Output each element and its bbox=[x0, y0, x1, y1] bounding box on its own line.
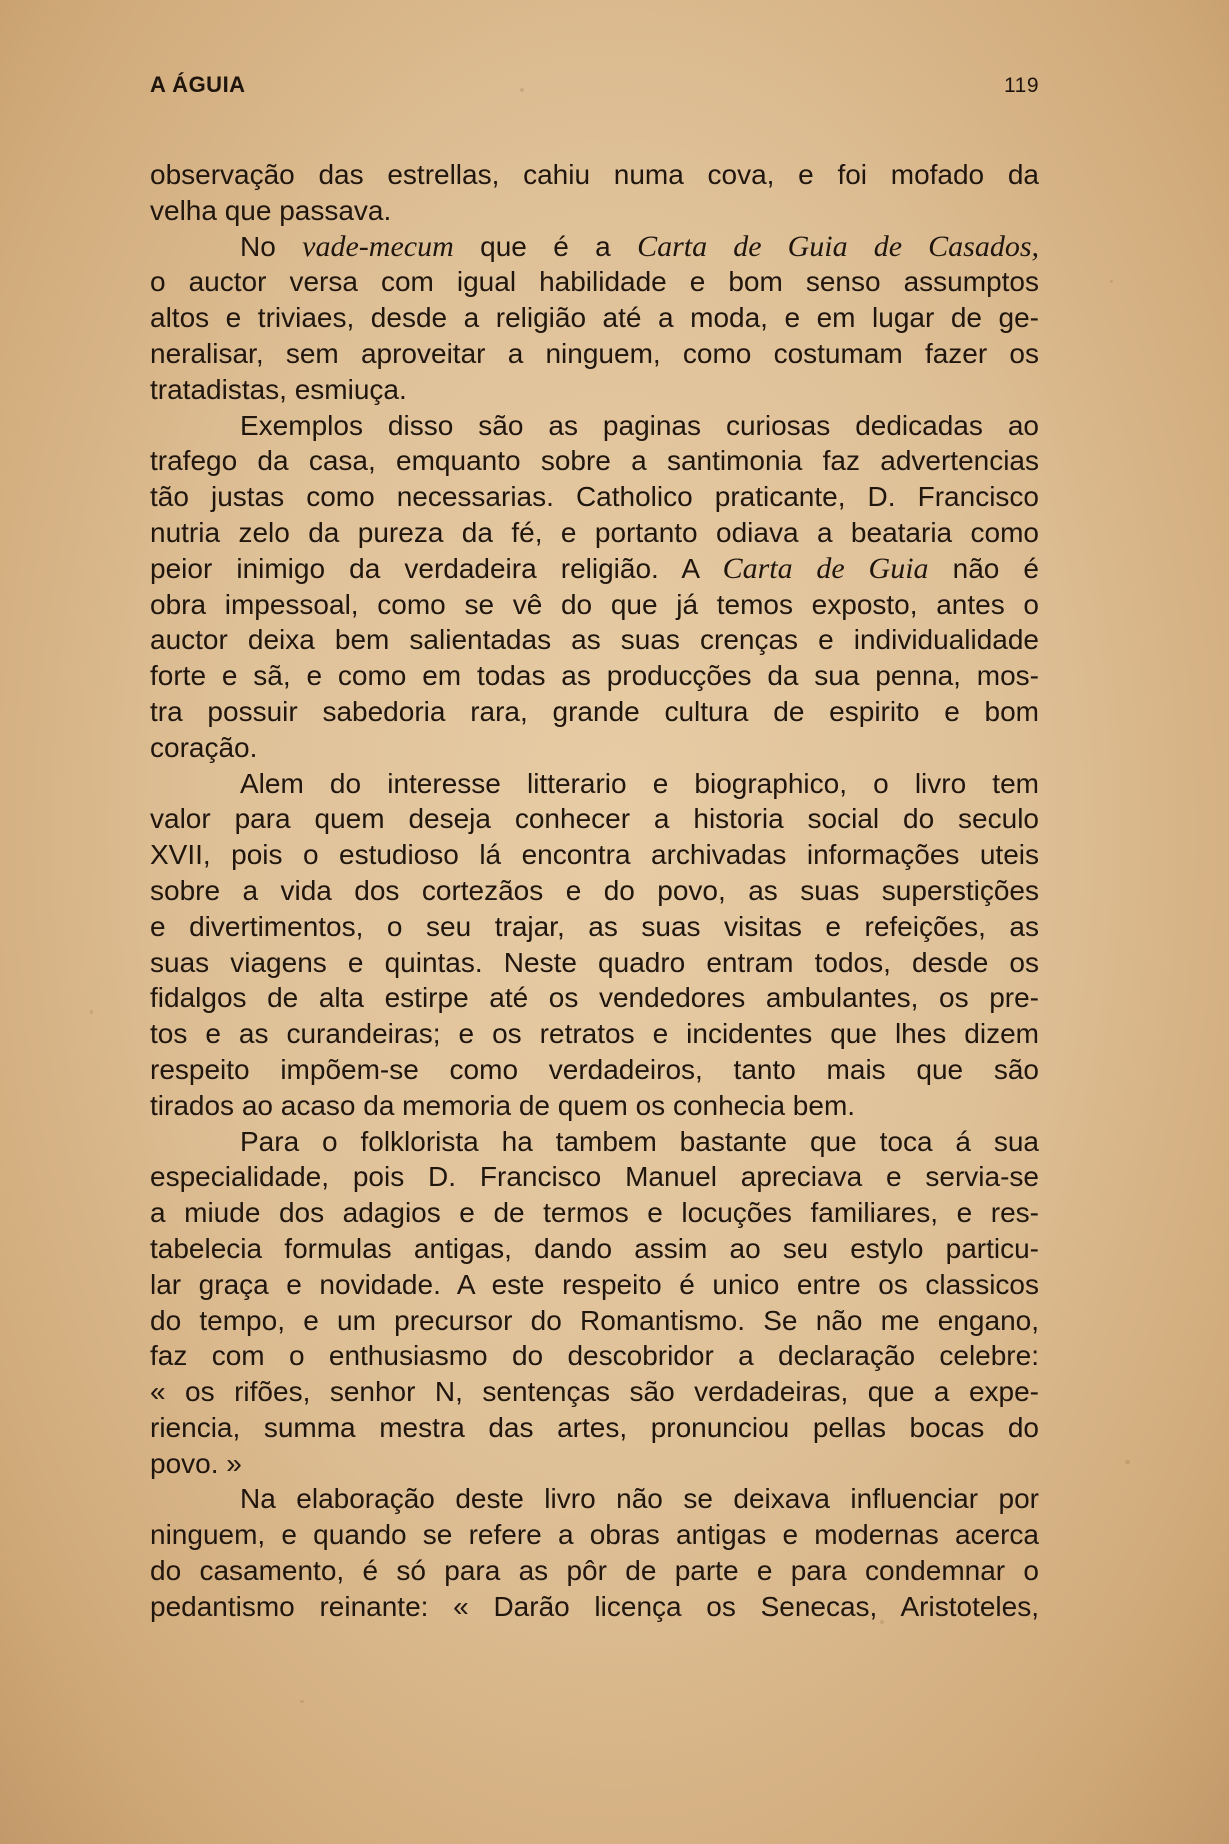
text-line bbox=[150, 766, 1039, 802]
text-span: especialidade, pois D. Francisco Manuel apreciava e servia-se bbox=[150, 1161, 1039, 1193]
text-span: observação das estrellas, cahiu numa cova, e foi mofado da bbox=[150, 159, 1039, 190]
text-line bbox=[150, 1410, 1039, 1446]
text-span: Exemplos disso são as paginas curiosas dedicadas ao bbox=[240, 409, 1039, 441]
text-line bbox=[150, 1481, 1039, 1517]
text-span: valor para quem deseja conhecer a historia social do seculo bbox=[150, 803, 1039, 835]
text-line bbox=[150, 1553, 1039, 1589]
paper-speck bbox=[90, 1010, 93, 1014]
text-line bbox=[150, 1303, 1039, 1339]
text-line bbox=[150, 408, 1039, 444]
text-line bbox=[150, 1338, 1039, 1374]
text-line bbox=[150, 336, 1039, 372]
text-line bbox=[150, 515, 1039, 551]
text-line bbox=[150, 157, 1039, 193]
text-span: nutria zelo da pureza da fé, e portanto odiava a beataria como bbox=[150, 516, 1039, 548]
text-line bbox=[150, 1088, 1039, 1124]
text-span: neralisar, sem aproveitar a ninguem, como costumam fazer os bbox=[150, 337, 1039, 369]
text-line bbox=[150, 873, 1039, 909]
text-line bbox=[150, 300, 1039, 336]
text-span: tos e as curandeiras; e os retratos e incidentes que lhes dizem bbox=[150, 1018, 1039, 1050]
page-number: 119 bbox=[1004, 74, 1039, 97]
text-span: lar graça e novidade. A este respeito é unico entre os classicos bbox=[150, 1268, 1039, 1300]
text-span: forte e sã, e como em todas as producções da sua penna, mos- bbox=[150, 660, 1039, 692]
journal-title: A ÁGUIA bbox=[150, 72, 246, 97]
text-line bbox=[150, 229, 1039, 265]
text-span: e divertimentos, o seu trajar, as suas visitas e refeições, as bbox=[150, 910, 1039, 942]
text-span: obra impessoal, como se vê do que já temos exposto, antes o bbox=[150, 588, 1039, 620]
text-line bbox=[150, 1517, 1039, 1553]
text-line bbox=[150, 1124, 1039, 1160]
article-body bbox=[150, 157, 1039, 1625]
text-line bbox=[150, 1267, 1039, 1303]
text-span: respeito impõem-se como verdadeiros, tanto mais que são bbox=[150, 1053, 1039, 1085]
text-line bbox=[150, 1016, 1039, 1052]
text-line bbox=[150, 1231, 1039, 1267]
text-span: o auctor versa com igual habilidade e bom senso assumptos bbox=[150, 266, 1039, 298]
paper-speck bbox=[1125, 1460, 1130, 1464]
running-header bbox=[150, 72, 1039, 106]
text-span: tratadistas, esmiuça. bbox=[150, 373, 407, 405]
text-line bbox=[150, 909, 1039, 945]
italic-title-span: vade-mecum bbox=[302, 229, 454, 263]
text-span: do casamento, é só para as pôr de parte e para condemnar o bbox=[150, 1555, 1039, 1587]
text-span: sobre a vida dos cortezãos e do povo, as suas superstições bbox=[150, 874, 1039, 906]
text-span: Alem do interesse litterario e biographico, o livro tem bbox=[240, 767, 1039, 799]
text-span: tirados ao acaso da memoria de quem os conhecia bem. bbox=[150, 1089, 856, 1121]
text-span: que é a bbox=[453, 230, 638, 262]
paper-speck bbox=[300, 1700, 304, 1703]
text-span: velha que passava. bbox=[150, 194, 392, 226]
text-span: suas viagens e quintas. Neste quadro entram todos, desde os bbox=[150, 946, 1039, 978]
text-span: XVII, pois o estudioso lá encontra archivadas informações uteis bbox=[150, 839, 1039, 871]
text-span: auctor deixa bem salientadas as suas crenças e individualidade bbox=[150, 624, 1039, 656]
text-line bbox=[150, 980, 1039, 1016]
text-span: peior inimigo da verdadeira religião. A bbox=[150, 552, 723, 584]
text-line bbox=[150, 801, 1039, 837]
text-span: não é bbox=[928, 552, 1039, 584]
text-span: riencia, summa mestra das artes, pronunciou pellas bocas do bbox=[150, 1411, 1039, 1443]
text-span: tra possuir sabedoria rara, grande cultura de espirito e bom bbox=[150, 695, 1039, 727]
text-line bbox=[150, 945, 1039, 981]
text-span: fidalgos de alta estirpe até os vendedores ambulantes, os pre- bbox=[150, 982, 1039, 1014]
text-span: ninguem, e quando se refere a obras antigas e modernas acerca bbox=[150, 1519, 1039, 1551]
text-span: pedantismo reinante: « Darão licença os Senecas, Aristoteles, bbox=[150, 1590, 1039, 1622]
text-span: trafego da casa, emquanto sobre a santimonia faz advertencias bbox=[150, 445, 1039, 477]
text-line bbox=[150, 730, 1039, 766]
text-line bbox=[150, 372, 1039, 408]
text-line bbox=[150, 622, 1039, 658]
text-span: a miude dos adagios e de termos e locuções familiares, e res- bbox=[150, 1197, 1039, 1229]
italic-title-span: Carta de Guia de Casados, bbox=[637, 229, 1040, 263]
italic-title-span: Carta de Guia bbox=[722, 551, 929, 585]
text-line bbox=[150, 1159, 1039, 1195]
text-line bbox=[150, 837, 1039, 873]
text-line bbox=[150, 1195, 1039, 1231]
text-span: coração. bbox=[150, 731, 258, 763]
text-span: Na elaboração deste livro não se deixava influenciar por bbox=[240, 1483, 1039, 1515]
text-span: do tempo, e um precursor do Romantismo. Se não me engano, bbox=[150, 1304, 1039, 1336]
text-span: faz com o enthusiasmo do descobridor a declaração celebre: bbox=[150, 1340, 1039, 1372]
text-line bbox=[150, 694, 1039, 730]
paper-speck bbox=[1110, 280, 1113, 283]
text-line bbox=[150, 587, 1039, 623]
text-span: tabelecia formulas antigas, dando assim ao seu estylo particu- bbox=[150, 1232, 1039, 1264]
text-span: altos e triviaes, desde a religião até a moda, e em lugar de ge- bbox=[150, 302, 1039, 334]
text-line bbox=[150, 264, 1039, 300]
text-span: « os rifões, senhor N, sentenças são verdadeiras, que a expe- bbox=[150, 1376, 1039, 1408]
text-line bbox=[150, 1446, 1039, 1482]
text-line bbox=[150, 1052, 1039, 1088]
text-span: Para o folklorista ha tambem bastante que toca á sua bbox=[240, 1125, 1039, 1157]
text-line bbox=[150, 479, 1039, 515]
text-line bbox=[150, 1589, 1039, 1625]
text-span: No bbox=[240, 230, 303, 262]
text-span: povo. » bbox=[150, 1447, 242, 1479]
text-line bbox=[150, 658, 1039, 694]
text-line bbox=[150, 551, 1039, 587]
text-line bbox=[150, 193, 1039, 229]
text-line bbox=[150, 1374, 1039, 1410]
text-span: tão justas como necessarias. Catholico praticante, D. Francisco bbox=[150, 481, 1039, 513]
text-line bbox=[150, 443, 1039, 479]
